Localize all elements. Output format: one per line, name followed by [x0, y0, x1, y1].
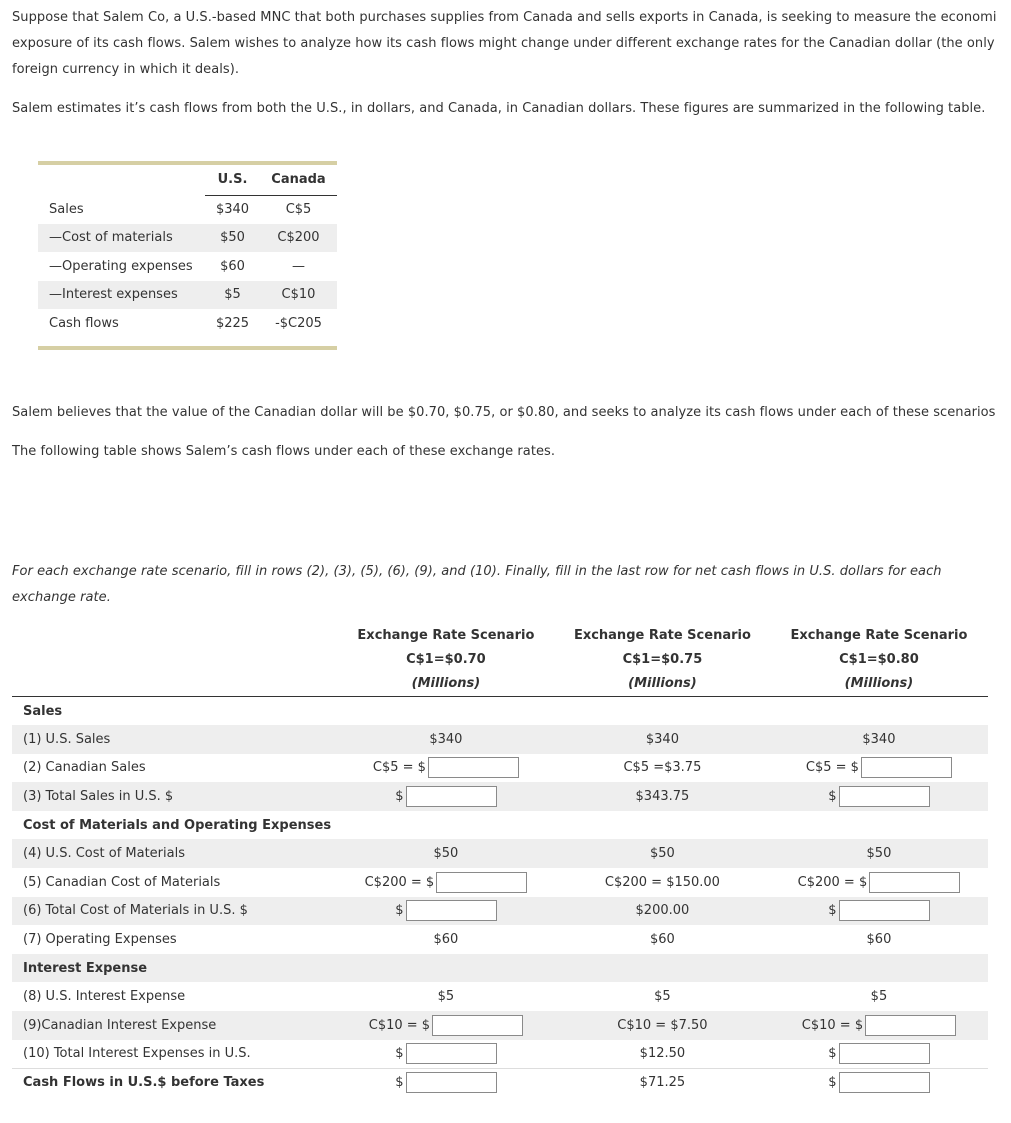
table-row [12, 1011, 988, 1040]
input-cell [770, 754, 988, 783]
scenario-header-3 [770, 624, 988, 697]
input-cell [337, 1040, 555, 1069]
exchange-rate-scenario-table [12, 624, 988, 1097]
scenario-rate: C$1=$0.75 [622, 652, 703, 667]
row-label: (10) Total Interest Expenses in U.S. [23, 1046, 251, 1062]
input-prefix: C$5 = $ [805, 760, 859, 776]
input-prefix: $ [828, 1046, 837, 1062]
value-cell: C$200 = $150.00 [604, 874, 720, 890]
table-row [38, 281, 337, 310]
row-label: Cash flows [49, 315, 119, 331]
input-cell [770, 782, 988, 811]
header-us: U.S. [205, 165, 260, 195]
input-prefix: C$200 = $ [797, 874, 868, 890]
section-title: Interest Expense [12, 954, 988, 983]
canada-value: C$200 [260, 224, 337, 253]
input-cell [770, 868, 988, 897]
intro-line-2: exposure of its cash flows. Salem wishes to analyze how its cash flows might change under different exchange rates for the Canadian dollar (the only [12, 36, 995, 51]
intro-line-1: Suppose that Salem Co, a U.S.-based MNC that both purchases supplies from Canada and sells exports in Canada, is seeking to measure the economi [12, 10, 997, 25]
total-sales-input-070[interactable] [406, 786, 497, 807]
us-value: $225 [215, 315, 250, 331]
value-cell: $71.25 [555, 1068, 770, 1097]
value-cell: C$5 =$3.75 [623, 760, 702, 776]
us-value: $50 [205, 224, 260, 253]
canada-value: C$5 [285, 202, 312, 217]
canadian-interest-input-080[interactable] [865, 1015, 956, 1036]
input-cell [337, 1011, 555, 1040]
intro-paragraph [12, 5, 997, 83]
value-cell: $340 [337, 725, 555, 754]
instruction-line-2: exchange rate. [12, 590, 111, 605]
input-prefix: $ [395, 1075, 404, 1091]
value-cell: $60 [650, 932, 675, 948]
input-cell [770, 1068, 988, 1097]
value-cell: $200.00 [555, 897, 770, 926]
input-prefix: $ [395, 1046, 404, 1062]
canada-value: -$C205 [275, 315, 322, 331]
table-row [12, 725, 988, 754]
input-cell [770, 1040, 988, 1069]
header-blank [12, 624, 337, 697]
value-cell: $50 [770, 839, 988, 868]
input-prefix: C$10 = $ [801, 1017, 864, 1033]
table-row [38, 195, 337, 224]
input-cell [770, 897, 988, 926]
table-row [12, 925, 988, 954]
table-row [12, 839, 988, 868]
table-row [12, 1040, 988, 1069]
input-prefix: $ [395, 903, 404, 919]
total-cost-input-080[interactable] [839, 900, 930, 921]
input-prefix: C$5 = $ [372, 760, 426, 776]
row-label: (9)Canadian Interest Expense [12, 1011, 337, 1040]
intro-line-3: foreign currency in which it deals). [12, 62, 240, 77]
input-prefix: $ [395, 789, 404, 805]
scenario-unit: (Millions) [844, 676, 914, 691]
section-row-sales [12, 697, 988, 726]
section-title: Sales [23, 703, 63, 719]
scenario-header-1 [337, 624, 555, 697]
input-cell [337, 754, 555, 783]
section-row-interest [12, 954, 988, 983]
row-label: —Operating expenses [49, 258, 193, 274]
input-cell [770, 1011, 988, 1040]
table-row [38, 224, 337, 253]
total-sales-input-080[interactable] [839, 786, 930, 807]
table-row [12, 782, 988, 811]
value-cell: $12.50 [639, 1046, 686, 1062]
estimates-text: Salem estimates it’s cash flows from both the U.S., in dollars, and Canada, in Canadian dollars. These figures are summarized in the following table. [12, 101, 986, 116]
input-cell [337, 782, 555, 811]
row-label: (8) U.S. Interest Expense [23, 989, 186, 1005]
section-row-costs [12, 811, 988, 840]
canadian-interest-input-070[interactable] [432, 1015, 523, 1036]
input-prefix: C$200 = $ [364, 874, 435, 890]
canada-value: — [292, 258, 305, 274]
cash-flows-input-080[interactable] [839, 1072, 930, 1093]
table-bottom-rule [38, 346, 337, 350]
input-cell [337, 897, 555, 926]
value-cell: $50 [555, 839, 770, 868]
header-canada: Canada [260, 165, 337, 195]
total-interest-input-070[interactable] [406, 1043, 497, 1064]
row-label: (1) U.S. Sales [12, 725, 337, 754]
value-cell: $60 [433, 932, 459, 948]
value-cell: $340 [770, 725, 988, 754]
table-row [12, 1068, 988, 1097]
row-label: Sales [49, 201, 84, 217]
canadian-cost-input-070[interactable] [436, 872, 527, 893]
total-cost-input-070[interactable] [406, 900, 497, 921]
total-interest-input-080[interactable] [839, 1043, 930, 1064]
input-prefix: C$10 = $ [368, 1017, 431, 1033]
table-row [12, 868, 988, 897]
scenario-unit: (Millions) [411, 676, 481, 691]
us-value: $5 [205, 281, 260, 310]
following-text: The following table shows Salem’s cash flows under each of these exchange rates. [12, 444, 556, 459]
scenario-rate: C$1=$0.80 [839, 652, 919, 667]
table-row [38, 252, 337, 281]
scenario-title: Exchange Rate Scenario [357, 628, 535, 643]
table-row [12, 754, 988, 783]
row-label: —Cost of materials [38, 224, 205, 253]
value-cell: $5 [437, 989, 455, 1005]
section-title: Cost of Materials and Operating Expenses [23, 817, 332, 833]
canadian-cost-input-080[interactable] [869, 872, 960, 893]
row-label: —Interest expenses [38, 281, 205, 310]
us-value: $60 [220, 258, 245, 274]
cash-flows-input-070[interactable] [406, 1072, 497, 1093]
canadian-sales-input-070[interactable] [428, 757, 519, 778]
value-cell: C$10 = $7.50 [555, 1011, 770, 1040]
input-prefix: $ [828, 903, 837, 919]
value-cell: $5 [870, 989, 888, 1005]
table-row [12, 982, 988, 1011]
row-label: (2) Canadian Sales [23, 760, 146, 776]
row-label: (7) Operating Expenses [23, 932, 177, 948]
row-label: (3) Total Sales in U.S. $ [12, 782, 337, 811]
us-value: $340 [215, 202, 250, 217]
row-label: (6) Total Cost of Materials in U.S. $ [12, 897, 337, 926]
table-row [12, 897, 988, 926]
value-cell: $5 [654, 989, 671, 1005]
instruction-line-1: For each exchange rate scenario, fill in rows (2), (3), (5), (6), (9), and (10). Finally, fill in the last row for net cash flows in U.S. dollars for each [12, 564, 942, 579]
scenario-rate: C$1=$0.70 [406, 652, 486, 667]
input-cell [337, 868, 555, 897]
row-label: (4) U.S. Cost of Materials [12, 839, 337, 868]
cash-flow-summary-table [38, 161, 337, 350]
value-cell: $60 [866, 932, 892, 948]
row-label: Cash Flows in U.S.$ before Taxes [12, 1068, 337, 1097]
canadian-sales-input-080[interactable] [861, 757, 952, 778]
scenario-title: Exchange Rate Scenario [573, 628, 751, 643]
instruction-paragraph [12, 559, 942, 611]
table-row [38, 309, 337, 338]
scenario-header-2 [555, 624, 770, 697]
believes-text: Salem believes that the value of the Canadian dollar will be $0.70, $0.75, or $0.80, and seeks to analyze its cash flows under each of these scenarios [12, 405, 996, 420]
header-blank [38, 165, 205, 195]
scenario-title: Exchange Rate Scenario [790, 628, 968, 643]
value-cell: $343.75 [555, 782, 770, 811]
canada-value: C$10 [260, 281, 337, 310]
scenario-unit: (Millions) [628, 676, 697, 691]
input-prefix: $ [828, 789, 837, 805]
value-cell: $340 [555, 725, 770, 754]
row-label: (5) Canadian Cost of Materials [23, 874, 221, 890]
input-prefix: $ [828, 1075, 837, 1091]
value-cell: $50 [337, 839, 555, 868]
input-cell [337, 1068, 555, 1097]
